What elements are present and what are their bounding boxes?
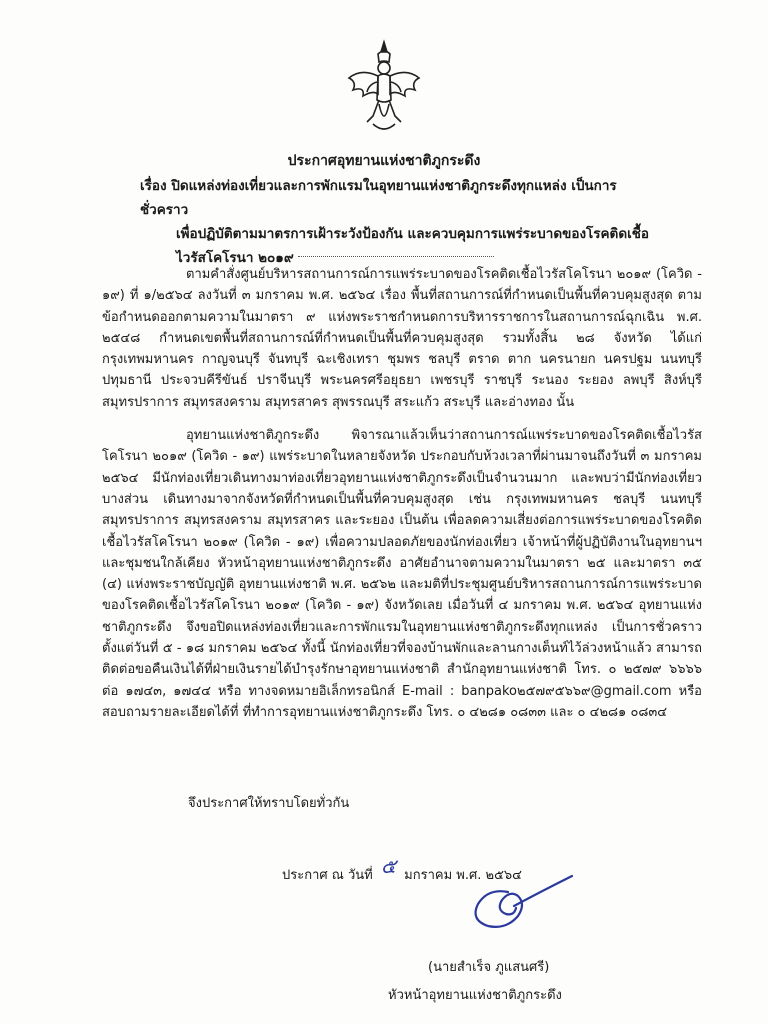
closing-statement: จึงประกาศให้ทราบโดยทั่วกัน [188, 796, 350, 811]
signature-icon [430, 870, 580, 950]
garuda-emblem-icon [343, 38, 425, 138]
date-prefix: ประกาศ ณ วันที่ [282, 868, 373, 883]
separator-line [298, 256, 494, 257]
date-day-handwritten: ๕ [380, 854, 397, 878]
signer-name: (นายสำเร็จ ภูแสนศรี) [428, 960, 550, 975]
subject-line-3: ไวรัสโคโรนา ๒๐๑๙ [176, 250, 294, 266]
announcement-body [102, 264, 702, 735]
subject-line-2: เพื่อปฏิบัติตามมาตรการเฝ้าระวังป้องกัน และควบคุมการแพร่ระบาดของโรคติดเชื้อ [176, 226, 649, 242]
announcement-title: ประกาศอุทยานแห่งชาติภูกระดึง [287, 153, 481, 169]
date-suffix: มกราคม พ.ศ. ๒๕๖๔ [404, 868, 522, 883]
signer-position: หัวหน้าอุทยานแห่งชาติภูกระดึง [388, 988, 562, 1003]
body-paragraph-1: ตามคำสั่งศูนย์บริหารสถานการณ์การแพร่ระบาดของโรคติดเชื้อไวรัสโคโรนา ๒๐๑๙ (โควิด - ๑๙) ที่ ๑/๒๕๖๔ ลงวันที่ ๓ มกราคม พ.ศ. ๒๕๖๔ เรื่อง พื้นที่สถานการณ์ที่กำหนดเป็นพื้นที่ควบคุมสูงสุด ตามข้อกำหนดออกตามความในมาตรา ๙ แห่งพระราชกำหนดการบริหารราชการในสถานการณ์ฉุกเฉิน พ.ศ. ๒๕๔๘ กำหนดเขตพื้นที่สถานการณ์ที่กำหนดเป็นพื้นที่ควบคุมสูงสุด รวมทั้งสิ้น ๒๘ จังหวัด ได้แก่ กรุงเทพมหานคร กาญจนบุรี จันทบุรี ฉะเชิงเทรา ชุมพร ชลบุรี ตราด ตาก นครนายก นครปฐม นนทบุรี ปทุมธานี ประจวบคีรีขันธ์ ปราจีนบุรี พระนครศรีอยุธยา เพชรบุรี ราชบุรี ระนอง ระยอง ลพบุรี สิงห์บุรี สมุทรปราการ สมุทรสงคราม สมุทรสาคร สุพรรณบุรี สระแก้ว สระบุรี และอ่างทอง นั้น [102, 267, 702, 410]
body-paragraph-2: อุทยานแห่งชาติภูกระดึง พิจารณาแล้วเห็นว่าสถานการณ์แพร่ระบาดของโรคติดเชื้อไวรัสโคโรนา ๒๐๑๙ (โควิด - ๑๙) แพร่ระบาดในหลายจังหวัด ประกอบกับห้วงเวลาที่ผ่านมาจนถึงวันที่ ๓ มกราคม ๒๕๖๔ มีนักท่องเที่ยวเดินทางมาท่องเที่ยวอุทยานแห่งชาติภูกระดึงเป็นจำนวนมาก และพบว่ามีนักท่องเที่ยวบางส่วน เดินทางมาจากจังหวัดที่กำหนดเป็นพื้นที่ควบคุมสูงสุด เช่น กรุงเทพมหานคร ชลบุรี นนทบุรี สมุทรปราการ สมุทรสงคราม สมุทรสาคร และระยอง เป็นต้น เพื่อลดความเสี่ยงต่อการแพร่ระบาดของโรคติดเชื้อไวรัสโคโรนา ๒๐๑๙ (โควิด - ๑๙) เพื่อความปลอดภัยของนักท่องเที่ยว เจ้าหน้าที่ผู้ปฏิบัติงานในอุทยานฯ และชุมชนใกล้เคียง หัวหน้าอุทยานแห่งชาติภูกระดึง อาศัยอำนาจตามความในมาตรา ๒๕ และมาตรา ๓๕ (๔) แห่งพระราชบัญญัติ อุทยานแห่งชาติ พ.ศ. ๒๕๖๒ และมติที่ประชุมศูนย์บริหารสถานการณ์การแพร่ระบาดของโรคติดเชื้อไวรัสโคโรนา ๒๐๑๙ (โควิด - ๑๙) จังหวัดเลย เมื่อวันที่ ๔ มกราคม พ.ศ. ๒๕๖๔ อุทยานแห่งชาติภูกระดึง จึงขอปิดแหล่งท่องเที่ยวและการพักแรมในอุทยานแห่งชาติภูกระดึงทุกแหล่ง เป็นการชั่วคราว ตั้งแต่วันที่ ๕ - ๑๘ มกราคม ๒๕๖๔ ทั้งนี้ นักท่องเที่ยวที่จองบ้านพักและลานกางเต็นท์ไว้ล่วงหน้าแล้ว สามารถติดต่อขอคืนเงินได้ที่ฝ่ายเงินรายได้บำรุงรักษาอุทยานแห่งชาติ สำนักอุทยานแห่งชาติ โทร. ๐ ๒๕๗๙ ๖๖๖๖ ต่อ ๑๗๔๓, ๑๗๔๔ หรือ ทางจดหมายอิเล็กทรอนิกส์ E-mail : banpako๒๕๗๙๕๖๖๙@gmail.com หรือสอบถามรายละเอียดได้ที่ ที่ทำการอุทยานแห่งชาติภูกระดึง โทร. ๐ ๔๒๘๑ ๐๘๓๓ และ ๐ ๔๒๘๑ ๐๘๓๔ [102, 428, 702, 720]
subject-line-1: เรื่อง ปิดแหล่งท่องเที่ยวและการพักแรมในอุทยานแห่งชาติภูกระดึงทุกแหล่ง เป็นการชั่วคราว [140, 178, 617, 218]
